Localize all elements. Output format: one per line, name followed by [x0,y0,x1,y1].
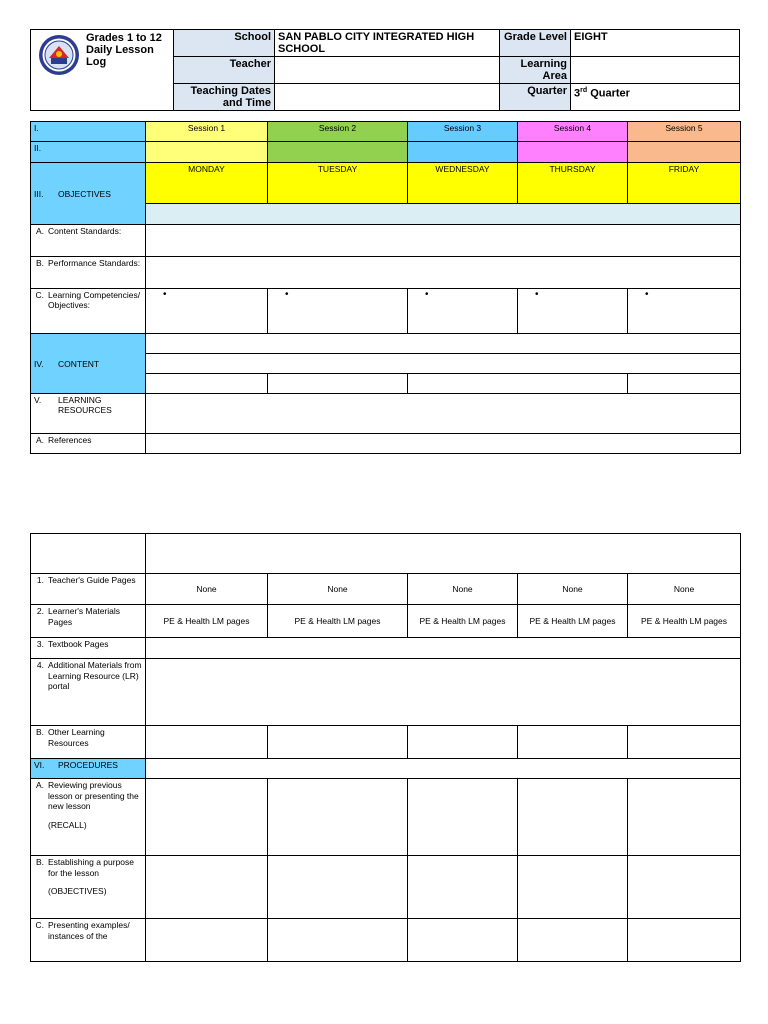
learners-materials-value-4: PE & Health LM pages [518,605,628,638]
competency-cell-1: • [146,289,268,334]
learning-competencies-label: C. Learning Competencies/ Objectives: [31,289,146,334]
procedure-b-cell-3 [408,856,518,919]
learners-materials-value-5: PE & Health LM pages [628,605,741,638]
section-iii-objectives [31,163,146,225]
procedure-a-cell-4 [518,779,628,856]
quarter-ordinal: rd [580,87,588,94]
session-3-cell [408,142,518,163]
day-thursday: THURSDAY [518,163,628,204]
other-resources-cell-1 [146,726,268,759]
procedure-b-cell-2 [268,856,408,919]
learning-area-value [571,57,740,84]
session-2-header: Session 2 [268,122,408,142]
procedure-c-cell-3 [408,919,518,962]
section-iv-label: CONTENT [58,358,100,369]
procedure-b-cell-4 [518,856,628,919]
other-resources-label: B. Other Learning Resources [31,726,146,759]
section-v-learning-resources: V. LEARNING RESOURCES [31,394,146,434]
performance-standards-value [146,257,741,289]
teachers-guide-label: 1. Teacher's Guide Pages [31,574,146,605]
session-2-cell [268,142,408,163]
textbook-pages-value [146,638,741,659]
quarter-label: Quarter [500,84,571,111]
teachers-guide-value-4: None [518,574,628,605]
content-standards-label: A. Content Standards: [31,225,146,257]
procedure-c-cell-4 [518,919,628,962]
day-friday: FRIDAY [628,163,741,204]
competency-cell-5: • [628,289,741,334]
references-value [146,434,741,454]
learners-materials-value-1: PE & Health LM pages [146,605,268,638]
session-4-cell [518,142,628,163]
blank-value-cell [146,534,741,574]
procedure-b-cell-1 [146,856,268,919]
quarter-number: 3 [574,87,581,100]
section-iv-content [31,334,146,394]
session-3-header: Session 3 [408,122,518,142]
blank-label-cell [31,534,146,574]
performance-standards-label: B. Performance Standards: [31,257,146,289]
content-row-2 [146,354,741,374]
procedure-c-cell-5 [628,919,741,962]
teachers-guide-value-2: None [268,574,408,605]
section-ii: II. [31,142,146,163]
section-i: I. [31,122,146,142]
grade-label: Grade Level [500,30,571,57]
procedure-a-cell-2 [268,779,408,856]
session-5-cell [628,142,741,163]
additional-materials-value [146,659,741,726]
procedures-value [146,759,741,779]
teacher-label: Teacher [174,57,275,84]
learning-resources-value [146,394,741,434]
teachers-guide-value-1: None [146,574,268,605]
procedure-c-cell-1 [146,919,268,962]
grade-value: EIGHT [571,30,740,57]
teacher-value [275,57,500,84]
content-row-1 [146,334,741,354]
procedure-a-label: A. Reviewing previous lesson or presenting the new lesson (RECALL) [31,779,146,856]
session-4-header: Session 4 [518,122,628,142]
competency-cell-2: • [268,289,408,334]
references-label: A. References [31,434,146,454]
section-iv-number: IV. [34,358,44,369]
objectives-band [146,204,741,225]
teaching-dates-value [275,84,500,111]
procedure-b-label: B. Establishing a purpose for the lesson (OBJECTIVES) [31,856,146,919]
other-resources-cell-2 [268,726,408,759]
session-1-cell [146,142,268,163]
procedure-a-cell-3 [408,779,518,856]
section-vi-procedures: VI. PROCEDURES [31,759,146,779]
school-label: School [174,30,275,57]
learners-materials-value-3: PE & Health LM pages [408,605,518,638]
textbook-pages-label: 3. Textbook Pages [31,638,146,659]
teachers-guide-value-3: None [408,574,518,605]
competency-cell-4: • [518,289,628,334]
other-resources-cell-3 [408,726,518,759]
procedure-a-cell-5 [628,779,741,856]
day-tuesday: TUESDAY [268,163,408,204]
additional-materials-label: 4. Additional Materials from Learning Resource (LR) portal [31,659,146,726]
section-iii-label: OBJECTIVES [58,188,111,199]
day-monday: MONDAY [146,163,268,204]
other-resources-cell-4 [518,726,628,759]
session-5-header: Session 5 [628,122,741,142]
quarter-word: Quarter [590,87,630,100]
school-value: SAN PABLO CITY INTEGRATED HIGH SCHOOL [275,30,500,57]
teachers-guide-value-5: None [628,574,741,605]
teaching-dates-label: Teaching Dates and Time [174,84,275,111]
content-standards-value [146,225,741,257]
content-cell-3 [408,374,628,394]
learners-materials-value-2: PE & Health LM pages [268,605,408,638]
deped-seal-icon [38,34,80,76]
session-1-header: Session 1 [146,122,268,142]
header-table [30,29,740,111]
other-resources-cell-5 [628,726,741,759]
procedure-b-cell-5 [628,856,741,919]
content-cell-1 [146,374,268,394]
learning-area-label: Learning Area [500,57,571,84]
objectives-table [30,121,741,454]
competency-cell-3: • [408,289,518,334]
content-cell-2 [268,374,408,394]
procedure-c-label: C. Presenting examples/ instances of the [31,919,146,962]
quarter-value [571,84,740,111]
content-cell-5 [628,374,741,394]
dll-title: Grades 1 to 12 Daily Lesson Log [86,32,162,68]
day-wednesday: WEDNESDAY [408,163,518,204]
logo-title-cell [31,30,174,111]
learners-materials-label: 2. Learner's Materials Pages [31,605,146,638]
section-iii-number: III. [34,188,44,199]
resources-procedures-table [30,533,741,962]
procedure-c-cell-2 [268,919,408,962]
procedure-a-cell-1 [146,779,268,856]
